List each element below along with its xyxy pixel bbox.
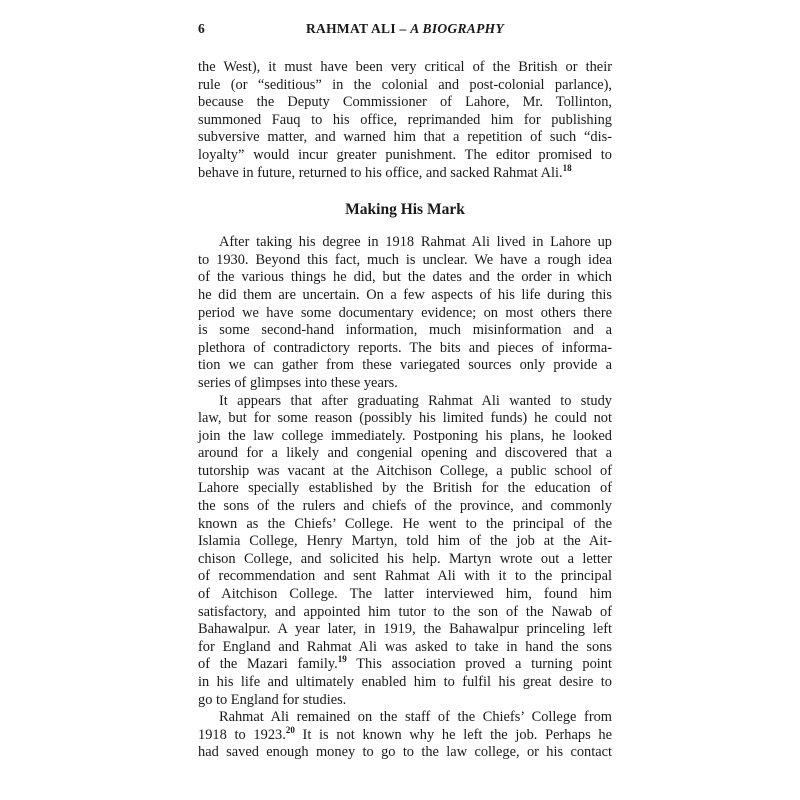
text-line: of Aitchison College. The latter interviewed him, found him <box>198 586 612 603</box>
text-line: of recommendation and sent Rahmat Ali with it to the principal <box>198 568 612 585</box>
text-line: join the law college immediately. Postponing his plans, he looked <box>198 427 612 444</box>
text-fragment: This association proved a turning point <box>346 656 612 673</box>
footnote-marker[interactable]: 19 <box>337 654 347 665</box>
text-line: Bahawalpur. A year later, in 1919, the Bahawalpur princeling left <box>198 621 612 638</box>
text-line: subversive matter, and warned him that a repetition of such “dis- <box>198 129 612 146</box>
footnote-marker[interactable]: 20 <box>285 724 295 735</box>
footnote-marker[interactable]: 18 <box>562 162 572 173</box>
text-line <box>198 724 612 745</box>
text-line <box>198 162 612 183</box>
paragraph-3 <box>198 393 612 710</box>
text-line: around for a likely and congenial opening and discovered that a <box>198 445 612 462</box>
text-line: go to England for studies. <box>198 691 347 708</box>
running-title-italic: A BIOGRAPHY <box>410 21 504 36</box>
text-line: series of glimpses into these years. <box>198 374 398 391</box>
paragraph-2 <box>198 234 612 392</box>
text-line: loyalty” would incur greater punishment. The editor promised to <box>198 146 612 163</box>
text-line: the West), it must have been very critical of the British or their <box>198 59 612 75</box>
section-heading: Making His Mark <box>345 201 465 219</box>
paragraph-4 <box>198 709 612 762</box>
text-line: Rahmat Ali remained on the staff of the Chiefs’ College from <box>219 709 612 726</box>
text-line: law, but for some reason (possibly his limited funds) he could not <box>198 410 612 427</box>
text-line: because the Deputy Commissioner of Lahore, Mr. Tollinton, <box>198 94 612 111</box>
text-line: chison College, and solicited his help. Martyn wrote out a letter <box>198 550 612 567</box>
text-line: in his life and ultimately enabled him to fulfil his great desire to <box>198 674 612 690</box>
text-fragment: It is not known why he left the job. Perhaps he <box>294 726 612 743</box>
paragraph-1 <box>198 59 612 182</box>
page-header <box>198 21 612 39</box>
text-line: After taking his degree in 1918 Rahmat Ali lived in Lahore up <box>219 234 612 251</box>
text-line <box>198 656 612 674</box>
text-line: summoned Fauq to his office, reprimanded him for publishing <box>198 111 612 128</box>
text-line: Lahore specially established by the British for the education of <box>198 480 612 497</box>
body-text <box>198 59 612 762</box>
text-line: the sons of the rulers and chiefs of the province, and commonly <box>198 498 612 515</box>
text-line: to 1930. Beyond this fact, much is unclear. We have a rough idea <box>198 251 612 268</box>
text-fragment: 1918 to 1923. <box>198 726 286 743</box>
text-line: of the various things he did, but the dates and the order in which <box>198 269 612 286</box>
running-title-main: RAHMAT ALI – <box>306 21 411 36</box>
text-line: plethora of contradictory reports. The bits and pieces of informa- <box>198 339 612 356</box>
text-line: tutorship was vacant at the Aitchison College, a public school of <box>198 462 612 479</box>
text-line: for England and Rahmat Ali was asked to take in hand the sons <box>198 638 612 655</box>
text-line: satisfactory, and appointed him tutor to the son of the Nawab of <box>198 603 612 620</box>
text-line: rule (or “seditious” in the colonial and post-colonial parlance), <box>198 76 612 93</box>
page-number: 6 <box>198 21 205 36</box>
text-line: is some second-hand information, much misinformation and a <box>198 322 612 339</box>
running-title <box>198 21 612 37</box>
text-line: tion we can gather from these variegated sources only provide a <box>198 357 612 374</box>
text-line: he did them are uncertain. On a few aspects of his life during this <box>198 286 612 303</box>
text-fragment: of the Mazari family. <box>198 656 338 673</box>
text-line: had saved enough money to go to the law college, or his contact <box>198 744 612 761</box>
text-line: period we have some documentary evidence; on most others there <box>198 304 612 321</box>
text-fragment: behave in future, returned to his office, and sacked Rahmat Ali. <box>198 164 563 181</box>
text-line: known as the Chiefs’ College. He went to the principal of the <box>198 515 612 532</box>
text-line: Islamia College, Henry Martyn, told him of the job at the Ait- <box>198 533 612 550</box>
text-line: It appears that after graduating Rahmat Ali wanted to study <box>219 392 612 409</box>
